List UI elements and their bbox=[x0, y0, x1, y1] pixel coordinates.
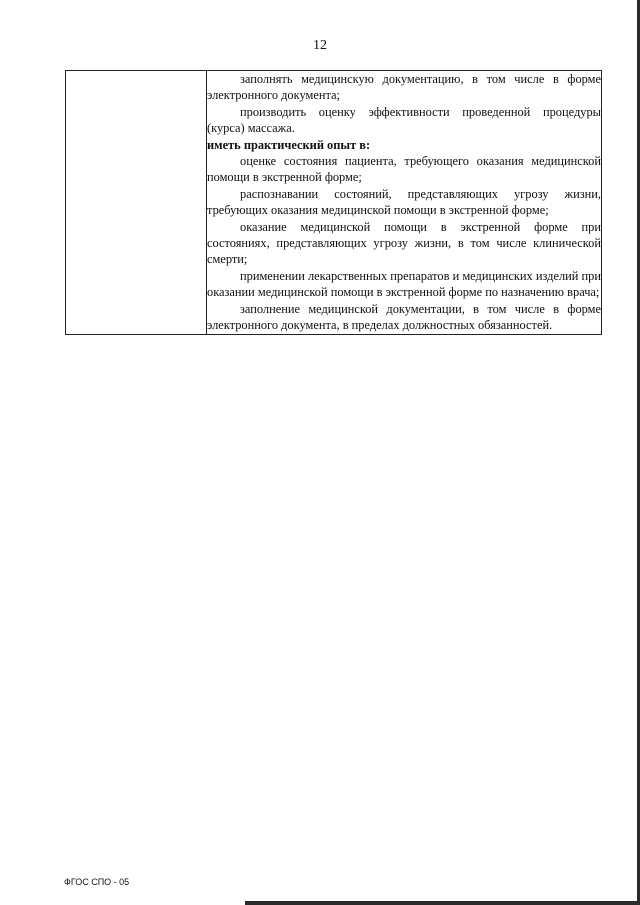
content-table bbox=[65, 70, 602, 335]
paragraph-assess-patient: оценке состояния пациента, требующего оказания медицинской помощи в экстренной форме; bbox=[207, 154, 601, 185]
footer-code: ФГОС СПО - 05 bbox=[64, 877, 130, 887]
paragraph-fill-documentation: заполнять медицинскую документацию, в том числе в форме электронного документа; bbox=[207, 72, 601, 103]
paragraph-medications-devices: применении лекарственных препаратов и медицинских изделий при оказании медицинской помощи в экстренной форме по назначению врача; bbox=[207, 268, 601, 300]
scan-edge-bottom bbox=[245, 901, 640, 905]
paragraph-recognize-conditions: распознавании состояний, представляющих угрозу жизни, требующих оказания медицинской помощи в экстренной форме; bbox=[207, 186, 601, 218]
practical-experience-heading: иметь практический опыт в: bbox=[207, 137, 371, 152]
paragraph-electronic-records: заполнение медицинской документации, в том числе в форме электронного документа, в пределах должностных обязанностей. bbox=[207, 301, 601, 333]
table-row bbox=[66, 71, 602, 335]
page-number: 12 bbox=[313, 38, 327, 53]
table-cell-left bbox=[66, 71, 207, 335]
table-cell-right bbox=[207, 71, 602, 335]
paragraph-emergency-care: оказание медицинской помощи в экстренной форме при состояниях, представляющих угрозу жизни, в том числе клинической смерти; bbox=[207, 219, 601, 267]
paragraph-evaluate-massage: производить оценку эффективности проведенной процедуры (курса) массажа. bbox=[207, 104, 601, 136]
